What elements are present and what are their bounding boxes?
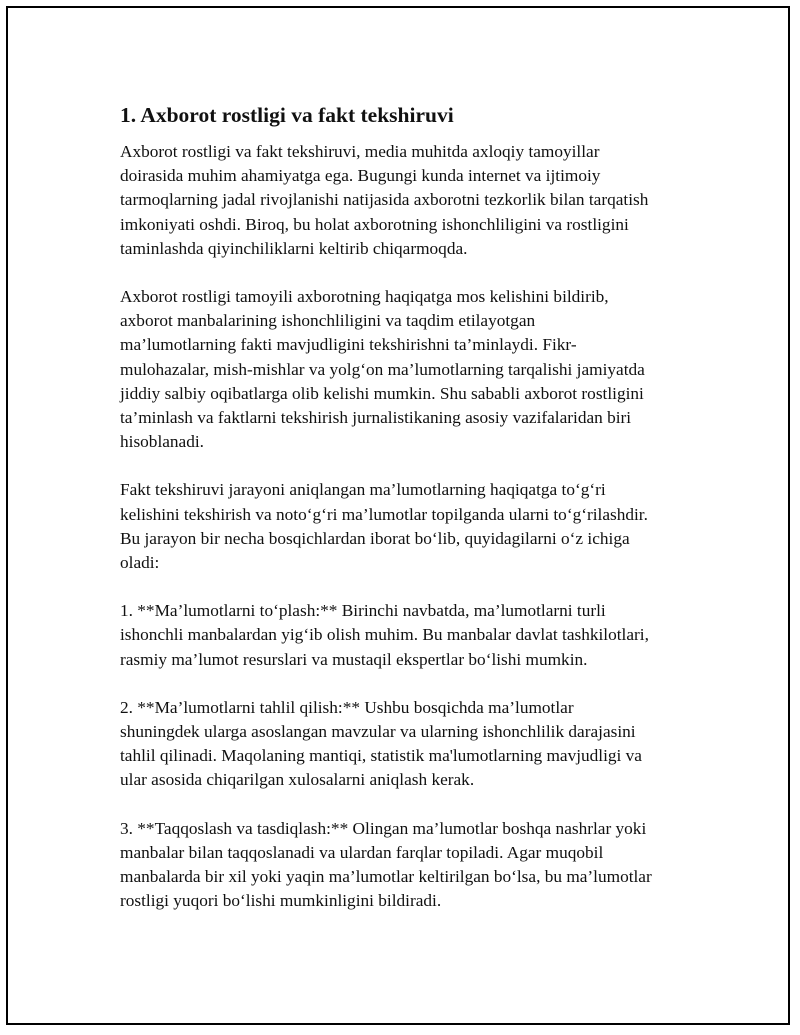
text-line: 1. **Ma’lumotlarni to‘plash:** Birinchi navbatda, ma’lumotlarni turli <box>120 601 606 621</box>
text-line: rasmiy ma’lumot resurslari va mustaqil ekspertlar bo‘lishi mumkin. <box>120 649 588 669</box>
text-line: rostligi yuqori bo‘lishi mumkinligini bildiradi. <box>120 891 442 911</box>
text-line: Axborot rostligi va fakt tekshiruvi, media muhitda axloqiy tamoyillar <box>120 142 600 161</box>
text-line: doirasida muhim ahamiyatga ega. Bugungi kunda internet va ijtimoiy <box>120 166 601 186</box>
text-line: axborot manbalarining ishonchliligini va taqdim etilayotgan <box>120 311 536 331</box>
text-line: ular asosida chiqarilgan xulosalarni aniqlash kerak. <box>120 770 475 790</box>
text-line: hisoblanadi. <box>120 432 204 452</box>
text-line: Axborot rostligi tamoyili axborotning haqiqatga mos kelishini bildirib, <box>120 287 609 307</box>
text-line: oladi: <box>120 553 160 573</box>
list-item-step-2 <box>120 696 700 793</box>
text-line: manbalarda bir xil yoki yaqin ma’lumotlar keltirilgan bo‘lsa, bu ma’lumotlar <box>120 867 652 887</box>
text-line: mulohazalar, mish-mishlar va yolg‘on ma’lumotlarning tarqalishi jamiyatda <box>120 359 645 379</box>
text-line: tahlil qilinadi. Maqolaning mantiqi, statistik ma'lumotlarning mavjudligi va <box>120 746 642 766</box>
text-line: jiddiy salbiy oqibatlarga olib kelishi mumkin. Shu sababli axborot rostligini <box>120 383 644 403</box>
text-line: 2. **Ma’lumotlarni tahlil qilish:** Ushbu bosqichda ma’lumotlar <box>120 697 574 717</box>
text-line: ishonchli manbalardan yig‘ib olish muhim. Bu manbalar davlat tashkilotlari, <box>120 625 649 645</box>
text-line: manbalar bilan taqqoslanadi va ulardan farqlar topiladi. Agar muqobil <box>120 842 604 862</box>
list-item-step-3 <box>120 817 700 914</box>
text-line: imkoniyati oshdi. Biroq, bu holat axborotning ishonchliligini va rostligini <box>120 214 629 234</box>
text-line: ta’minlash va faktlarni tekshirish jurnalistikaning asosiy vazifalaridan biri <box>120 408 632 428</box>
paragraph-fact-check-process <box>120 478 700 575</box>
page-frame <box>6 6 790 1025</box>
text-line: Bu jarayon bir necha bosqichlardan iborat bo‘lib, quyidagilarni o‘z ichiga <box>120 528 630 548</box>
list-item-step-1 <box>120 599 700 672</box>
text-line: kelishini tekshirish va noto‘g‘ri ma’lumotlar topilganda ularni to‘g‘rilashdir. <box>120 504 648 524</box>
text-line: tarmoqlarning jadal rivojlanishi natijasida axborotni tezkorlik bilan tarqatish <box>120 190 649 210</box>
section-heading: 1. Axborot rostligi va fakt tekshiruvi <box>120 103 454 127</box>
paragraph-intro <box>120 140 700 261</box>
document-body <box>120 100 700 937</box>
text-line: ma’lumotlarning fakti mavjudligini tekshirishni ta’minlaydi. Fikr- <box>120 335 577 355</box>
text-line: Fakt tekshiruvi jarayoni aniqlangan ma’lumotlarning haqiqatga to‘g‘ri <box>120 480 606 500</box>
text-line: taminlashda qiyinchiliklarni keltirib chiqarmoqda. <box>120 238 468 258</box>
text-line: shuningdek ularga asoslangan mavzular va ularning ishonchlilik darajasini <box>120 722 636 742</box>
text-line: 3. **Taqqoslash va tasdiqlash:** Olingan ma’lumotlar boshqa nashrlar yoki <box>120 818 647 838</box>
paragraph-truthfulness <box>120 285 700 454</box>
